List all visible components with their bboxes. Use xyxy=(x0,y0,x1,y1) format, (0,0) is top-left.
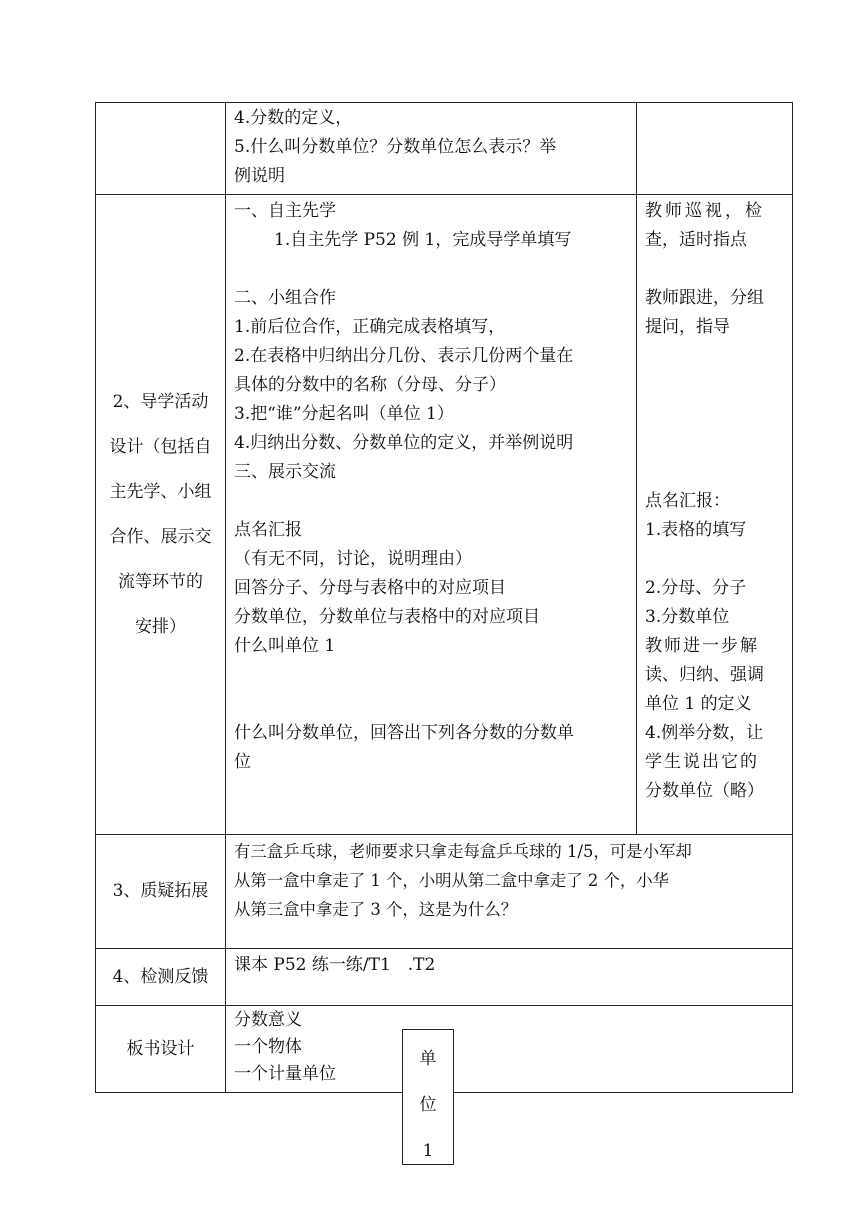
content-line: 5.什么叫分数单位？分数单位怎么表示？举 xyxy=(234,137,557,157)
content-line: （有无不同，讨论，说明理由） xyxy=(234,549,472,569)
content-line: 3.把“谁”分起名叫（单位 1） xyxy=(234,404,454,424)
content-line: 什么叫分数单位，回答出下列各分数的分数单 xyxy=(234,723,574,743)
board-line: 分数意义 xyxy=(234,1010,302,1030)
content-line: 具体的分数中的名称（分母、分子） xyxy=(234,375,506,395)
note-line: 单位 1 的定义 xyxy=(645,694,752,714)
section-label-cell: 3、质疑拓展 xyxy=(96,835,226,949)
content-cell xyxy=(226,835,793,949)
label-line: 合作、展示交 xyxy=(109,526,212,547)
content-line: 什么叫单位 1 xyxy=(234,636,336,656)
note-line: 1.表格的填写 xyxy=(645,520,747,540)
content-line: 点名汇报 xyxy=(234,520,302,540)
note-line: 教师跟进，分组 xyxy=(645,288,764,308)
note-line: 查，适时指点 xyxy=(645,230,747,250)
label-line: 流等环节的 xyxy=(118,571,203,592)
table-row xyxy=(96,103,793,195)
note-line: 提问，指导 xyxy=(645,317,730,337)
note-line: 教师巡视，检 xyxy=(645,201,765,221)
content-line: 位 xyxy=(234,752,251,772)
note-line: 4.例举分数，让 xyxy=(645,723,764,743)
content-line: 4.分数的定义， xyxy=(234,108,353,128)
content-cell xyxy=(226,949,793,1006)
note-line: 学生说出它的 xyxy=(645,752,759,772)
section-heading: 三、展示交流 xyxy=(234,462,336,482)
note-line: 分数单位（略） xyxy=(645,781,764,801)
content-cell xyxy=(226,103,637,195)
table-row xyxy=(96,949,793,1006)
content-line: 2.在表格中归纳出分几份、表示几份两个量在 xyxy=(234,346,574,366)
board-line: 一个计量单位 xyxy=(234,1064,336,1084)
section-label-cell xyxy=(96,195,226,835)
section-heading: 一、自主先学 xyxy=(234,201,336,221)
board-line: 一个物体 xyxy=(234,1037,302,1057)
unit-box-char: 位 xyxy=(419,1095,437,1115)
note-line: 3.分数单位 xyxy=(645,607,730,627)
note-cell xyxy=(637,195,793,835)
section-label-cell: 4、检测反馈 xyxy=(96,949,226,1006)
content-line: 从第一盒中拿走了 1 个，小明从第二盒中拿走了 2 个，小华 xyxy=(234,871,670,890)
section-label-cell: 板书设计 xyxy=(96,1006,226,1093)
content-cell xyxy=(226,195,637,835)
note-line: 点名汇报： xyxy=(645,491,730,511)
unit-box-char: 1 xyxy=(422,1141,434,1161)
content-cell xyxy=(226,1006,793,1093)
content-line: 4.归纳出分数、分数单位的定义，并举例说明 xyxy=(234,433,574,453)
note-line: 2.分母、分子 xyxy=(645,578,747,598)
table-row xyxy=(96,835,793,949)
note-line: 读、归纳、强调 xyxy=(645,665,764,685)
section-heading: 二、小组合作 xyxy=(234,288,336,308)
content-line: 分数单位，分数单位与表格中的对应项目 xyxy=(234,607,540,627)
note-line: 教师进一步解 xyxy=(645,636,759,656)
content-line: 有三盒乒乓球，老师要求只拿走每盒乒乓球的 1/5，可是小军却 xyxy=(234,842,692,861)
empty-note-cell xyxy=(637,103,793,195)
empty-label-cell xyxy=(96,103,226,195)
lesson-plan-table xyxy=(95,102,793,1093)
label-line: 2、导学活动 xyxy=(112,391,209,412)
table-row xyxy=(96,195,793,835)
unit-one-textbox xyxy=(402,1029,454,1165)
label-line: 主先学、小组 xyxy=(109,481,212,502)
label-line: 设计（包括自 xyxy=(109,436,212,457)
content-line: 课本 P52 练一练/T1 .T2 xyxy=(234,955,436,975)
label-line: 安排） xyxy=(135,616,186,637)
content-line: 1.前后位合作，正确完成表格填写， xyxy=(234,317,506,337)
content-line: 回答分子、分母与表格中的对应项目 xyxy=(234,578,506,598)
unit-box-char: 单 xyxy=(419,1049,437,1069)
content-line: 例说明 xyxy=(234,166,285,186)
content-line: 1.自主先学 P52 例 1，完成导学单填写 xyxy=(274,230,572,250)
content-line: 从第三盒中拿走了 3 个，这是为什么？ xyxy=(234,900,518,919)
